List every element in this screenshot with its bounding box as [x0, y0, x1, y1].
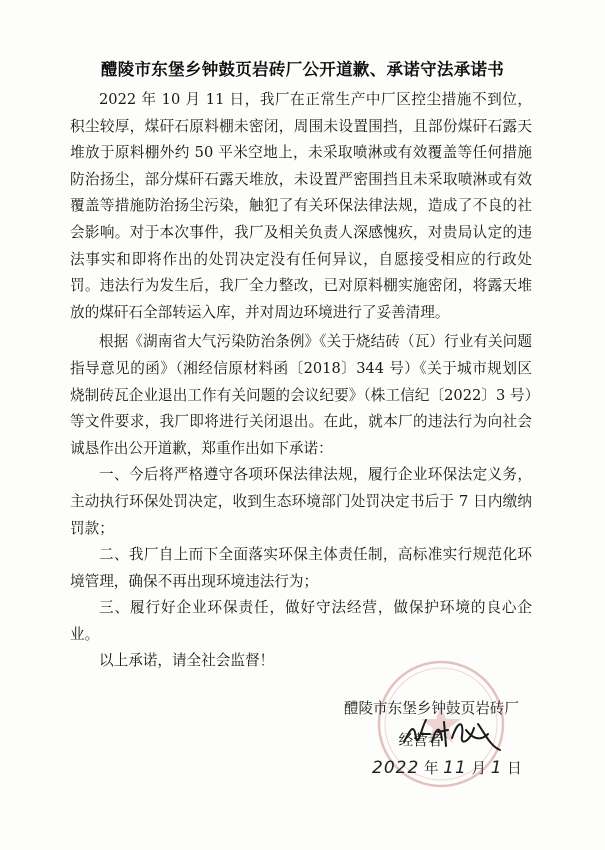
- date-day: 1: [490, 758, 503, 778]
- paragraph-closing: 以上承诺，请全社会监督！: [99, 652, 275, 670]
- date-year: 2022: [372, 758, 420, 778]
- date-month: 11: [443, 758, 467, 778]
- paragraph-commitment-1: 一、今后将严格遵守各项环保法律法规，履行企业环保法定义务，主动执行环保处罚决定，收到生态环境部门处罚决定书后于 7 日内缴纳罚款；: [70, 466, 532, 537]
- paragraph-commitment-3: 三、履行好企业环保责任，做好守法经营，做保护环境的良心企业。: [70, 599, 532, 643]
- date-month-suffix: 月: [471, 760, 487, 777]
- paragraph-incident: 2022 年 10 月 11 日，我厂在正常生产中厂区控尘措施不到位，积尘较厚，煤矸石原料棚未密闭，周围未设置围挡，且部份煤矸石露天堆放于原料棚外约 50 平米空地上，未采取喷淋或有效覆盖等任何措施防治扬尘，部分煤矸石露天堆放，未设置严密围挡且未采取喷淋或有效覆盖等措施防治扬尘污染，触犯了有关环保法律法规，造成了不良的社会影响。对于本次事件，我厂及相关负责人深感愧疚，对贵局认定的违法事实和即将作出的处罚决定没有任何异议，自愿接受相应的行政处罚。违法行为发生后，我厂全力整改，已对原料棚实施密闭，将露天堆放的煤矸石全部转运入库，并对周边环境进行了妥善清理。: [70, 91, 532, 321]
- date-year-suffix: 年: [423, 760, 439, 777]
- date-day-suffix: 日: [507, 760, 522, 777]
- paragraph-commitment-2: 二、我厂自上而下全面落实环保主体责任制，高标准实行规范化环境管理，确保不再出现环境违法行为；: [70, 546, 532, 590]
- document-title: 醴陵市东堡乡钟鼓页岩砖厂公开道歉、承诺守法承诺书: [100, 60, 505, 79]
- signature-date: [372, 757, 522, 778]
- paragraph-basis: 根据《湖南省大气污染防治条例》《关于烧结砖（瓦）行业有关问题指导意见的函》（湘经信原材料函〔2018〕344 号）《关于城市规划区烧制砖瓦企业退出工作有关问题的会议纪要》（株工信纪〔2022〕3 号）等文件要求，我厂即将进行关闭退出。在此，就本厂的违法行为向社会诚恳作出公开道歉，郑重作出如下承诺：: [70, 333, 532, 457]
- signature-operator-label: 经营者：: [398, 732, 457, 749]
- document-body: [70, 87, 532, 675]
- handwritten-signature: [400, 712, 510, 756]
- signature-company: 醴陵市东堡乡钟鼓页岩砖厂: [343, 700, 519, 717]
